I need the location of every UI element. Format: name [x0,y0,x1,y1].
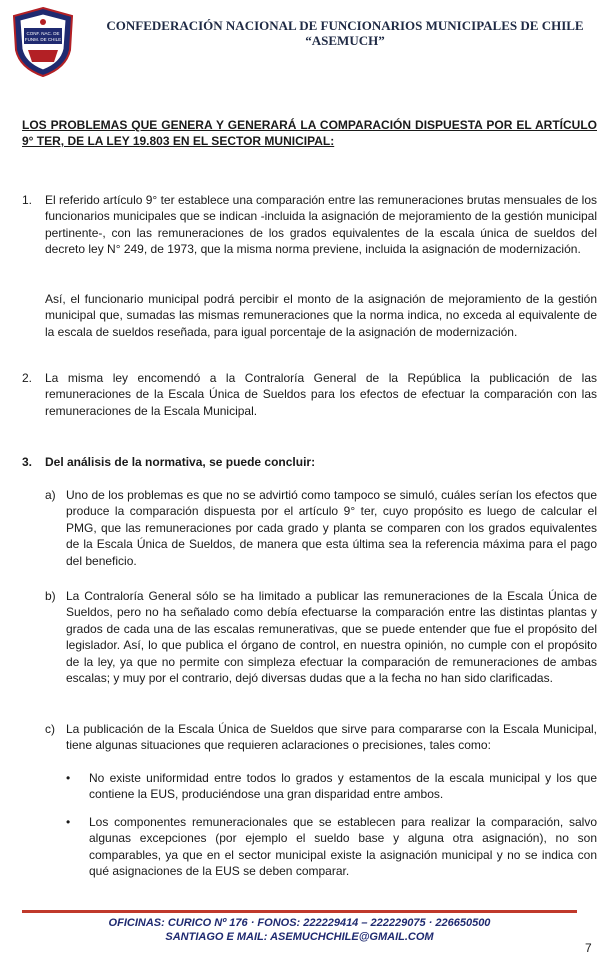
subitem-letter: b) [45,589,56,603]
bullet-text: No existe uniformidad entre todos lo grados y estamentos de la escala municipal y los que contiene la EUS, produciéndose una gran disparidad entre ambos. [89,771,597,802]
item-number: 3. [22,455,33,469]
asemuch-logo [10,6,76,78]
item-heading: Del análisis de la normativa, se puede concluir: [45,455,316,469]
logo-text-bottom: FUNM. DE CHILE [24,37,62,42]
subitem-letter: c) [45,722,55,736]
item-paragraph: Así, el funcionario municipal podrá percibir el monto de la asignación de mejoramiento de la gestión municipal que, sumadas las mismas remuneraciones que la norma indica, no exceda al equivalente de la escala de sueldos reseñada, para igual porcentaje de la asignación de modernización. [45,292,597,339]
organization-name: CONFEDERACIÓN NACIONAL DE FUNCIONARIOS MUNICIPALES DE CHILE [106,18,584,33]
bullet-icon: • [66,815,71,829]
organization-acronym: “ASEMUCH” [305,33,385,48]
item-number: 1. [22,193,33,207]
logo-text-top: CONF. NAC. DE [26,31,60,36]
footer-contact [22,916,577,944]
subitem-letter: a) [45,488,56,502]
subitem-text: La publicación de la Escala Única de Sueldos que sirve para compararse con la Escala Municipal, tiene algunas situaciones que requieren aclaraciones o precisiones, tales como: [66,722,597,753]
bullet-icon: • [66,771,71,785]
footer-offices: OFICINAS: CURICO Nº 176 · FONOS: 222229414 – 222229075 · 226650500 [108,917,491,929]
footer-rule [22,910,577,913]
subitem-text: Uno de los problemas es que no se advirtió como tampoco se simuló, cuáles serían los efectos que produce la comparación dispuesta por el artículo 9° ter, cuyo propósito es luego de calcular el PMG, que las remuneraciones por cada grado y planta se comparen con los grados equivalentes de la Escala Única de Sueldos, de manera que esta última sea la referencia máxima para el pago del beneficio. [66,488,597,568]
shield-emblem-icon [10,6,76,78]
item-number: 2. [22,371,33,385]
bullet-text: Los componentes remuneracionales que se establecen para realizar la comparación, salvo algunas excepciones (por ejemplo el sueldo base y alguna otra asignación), no son comparables, ya que en el sector municipal existe la asignación municipal y no se indica con qué asignaciones de la EUS se deben comparar. [89,815,597,879]
footer-email: SANTIAGO E MAIL: ASEMUCHCHILE@GMAIL.COM [165,931,434,943]
organization-header [90,18,600,48]
document-title: LOS PROBLEMAS QUE GENERA Y GENERARÁ LA COMPARACIÓN DISPUESTA POR EL ARTÍCULO 9° TER, DE LA LEY 19.803 EN EL SECTOR MUNICIPAL: [22,118,597,148]
subitem-text: La Contraloría General sólo se ha limitado a publicar las remuneraciones de la Escala Única de Sueldos, pero no ha señalado como debía efectuarse la comparación entre las distintas plantas y grados de cada una de las escalas remunerativas, que se puede entender que fue el propósito del legislador. Así, lo que publica el órgano de control, en nuestra opinión, no cumple con el propósito de la ley, ya que no permite con simpleza efectuar la comparación de remuneraciones de ambas escalas; y muy por el contrario, dejó diversas dudas que a la fecha no han sido clarificadas. [66,589,597,686]
page-number: 7 [585,941,592,955]
item-paragraph: La misma ley encomendó a la Contraloría General de la República la publicación de las remuneraciones de la Escala Única de Sueldos para los efectos de efectuar la comparación con las remuneraciones de la Escala Municipal. [45,371,597,418]
item-paragraph: El referido artículo 9° ter establece una comparación entre las remuneraciones brutas mensuales de los funcionarios municipales que se indican -incluida la asignación de mejoramiento de la gestión municipal pertinente-, con las remuneraciones de los grados equivalentes de la escala única de sueldos del decreto ley N° 249, de 1973, que la misma norma previene, incluida la asignación de modernización. [45,193,597,257]
